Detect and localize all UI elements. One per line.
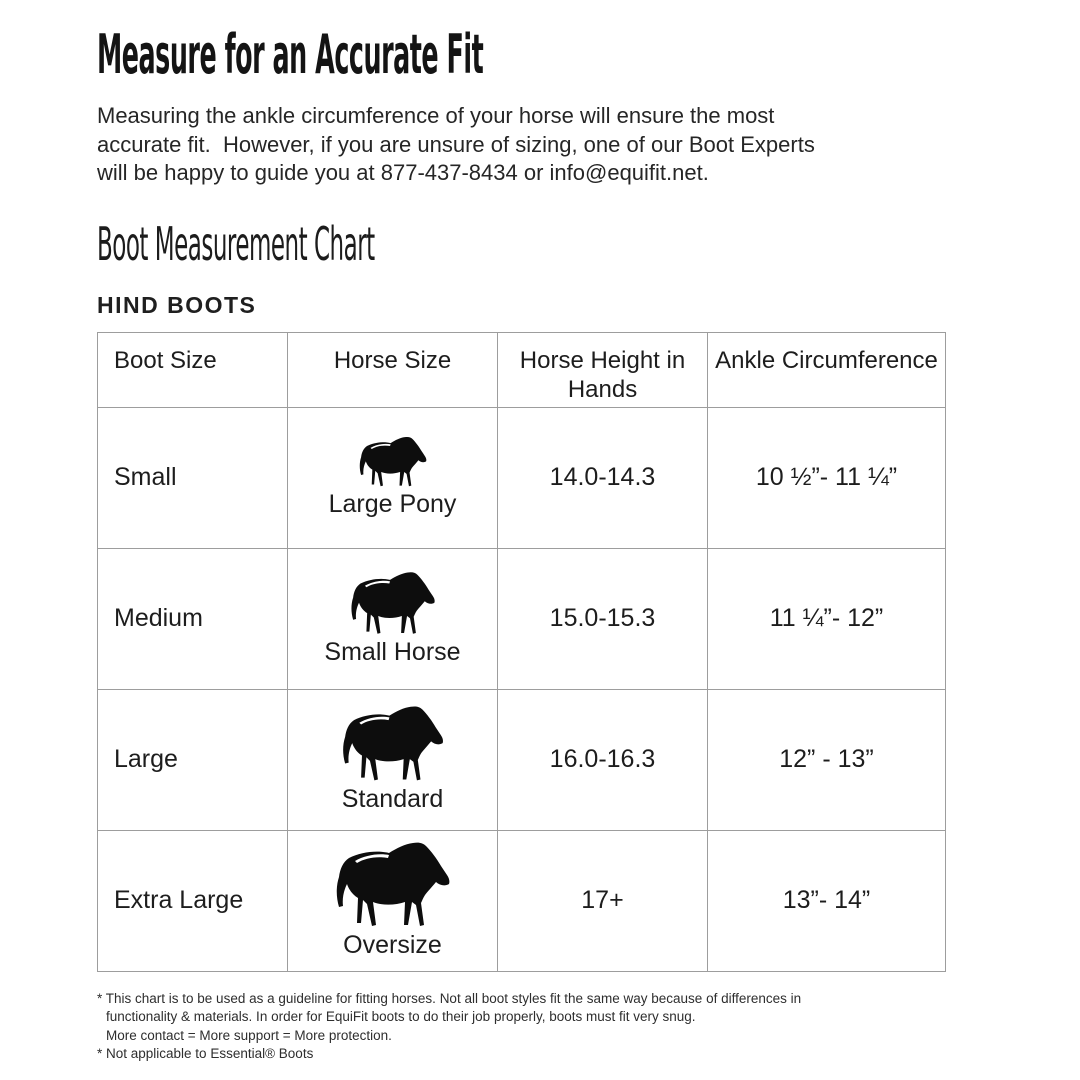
horse-height-cell: 16.0-16.3 xyxy=(498,689,708,830)
subsection-title: HIND BOOTS xyxy=(97,291,257,318)
table-header-row xyxy=(98,332,946,407)
footnote-line: * Not applicable to Essential® Boots xyxy=(97,1046,314,1061)
horse-figure xyxy=(288,436,497,519)
section-title-text: Boot Measurement Chart xyxy=(97,216,375,271)
column-header-ankle-circumference: Ankle Circumference xyxy=(708,332,946,407)
column-header-horse-height: Horse Height in Hands xyxy=(498,332,708,407)
ankle-circumference-cell: 11 ¼”- 12” xyxy=(708,548,946,689)
ankle-circumference-cell: 10 ½”- 11 ¼” xyxy=(708,407,946,548)
footnotes xyxy=(97,990,1040,1064)
table-row-medium xyxy=(98,548,946,689)
intro-line: accurate fit. However, if you are unsure of sizing, one of our Boot Experts xyxy=(97,131,815,157)
horse-figure xyxy=(288,571,497,667)
section-title xyxy=(97,216,1040,271)
horse-size-label: Oversize xyxy=(343,931,442,959)
horse-size-cell xyxy=(288,548,498,689)
horse-silhouette-icon xyxy=(334,705,452,783)
horse-size-label: Small Horse xyxy=(324,637,461,666)
horse-height-cell: 17+ xyxy=(498,830,708,971)
footnote-line: More contact = More support = More protection. xyxy=(106,1027,392,1043)
horse-size-label: Large Pony xyxy=(328,490,457,518)
page-title-text: Measure for an Accurate Fit xyxy=(97,23,484,86)
horse-height-cell: 14.0-14.3 xyxy=(498,407,708,548)
horse-size-cell xyxy=(288,830,498,971)
table-row-small xyxy=(98,407,946,548)
horse-silhouette-icon xyxy=(354,436,432,488)
table-row-extra-large xyxy=(98,830,946,971)
horse-silhouette-icon xyxy=(327,841,459,929)
boot-size-cell: Extra Large xyxy=(98,830,288,971)
page-title xyxy=(97,23,1040,88)
horse-size-cell xyxy=(288,689,498,830)
horse-size-cell xyxy=(288,407,498,548)
boot-size-cell: Small xyxy=(98,407,288,548)
table-row-large xyxy=(98,689,946,830)
boot-size-cell: Medium xyxy=(98,548,288,689)
horse-size-label: Standard xyxy=(341,785,444,813)
intro-line: will be happy to guide you at 877-437-8434 or info@equifit.net. xyxy=(97,160,709,185)
horse-silhouette-icon xyxy=(344,571,442,636)
intro-line: Measuring the ankle circumference of your horse will ensure the most xyxy=(97,103,775,128)
column-header-horse-size: Horse Size xyxy=(288,332,498,407)
horse-figure xyxy=(288,705,497,814)
column-header-boot-size: Boot Size xyxy=(98,332,288,407)
boot-measurement-table xyxy=(97,332,946,972)
horse-figure xyxy=(288,841,497,960)
intro-paragraph xyxy=(97,102,1040,188)
ankle-circumference-cell: 12” - 13” xyxy=(708,689,946,830)
horse-height-cell: 15.0-15.3 xyxy=(498,548,708,689)
footnote-line: functionality & materials. In order for EquiFit boots to do their job properly, boots must fit very snug. xyxy=(106,1009,696,1024)
ankle-circumference-cell: 13”- 14” xyxy=(708,830,946,971)
footnote-line: * This chart is to be used as a guideline for fitting horses. Not all boot styles fit the same way because of differences in xyxy=(97,990,802,1006)
boot-size-cell: Large xyxy=(98,689,288,830)
